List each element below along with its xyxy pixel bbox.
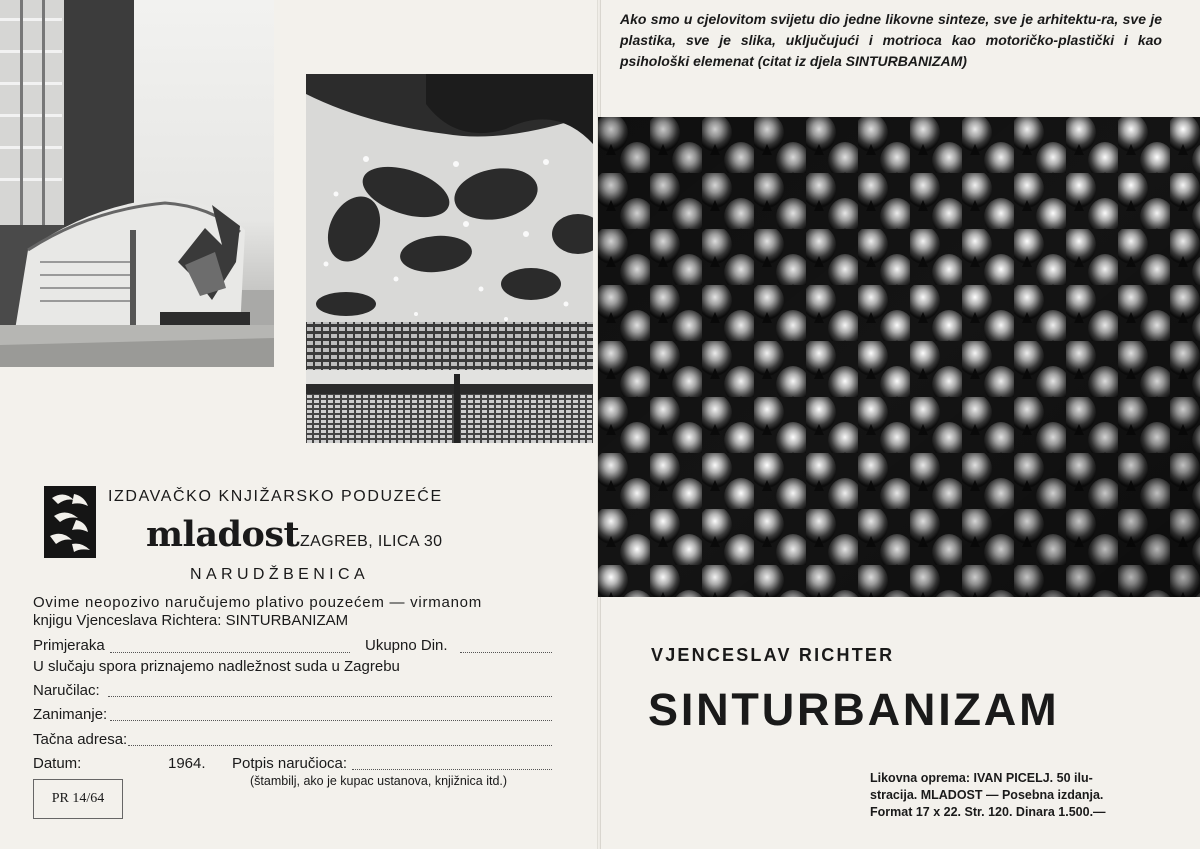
colophon [870, 770, 1106, 821]
mladost-logo-icon [44, 486, 96, 558]
address-label: Tačna adresa: [33, 731, 128, 748]
occupation-label: Zanimanje: [33, 706, 108, 723]
signature-label: Potpis naručioca: [232, 755, 348, 772]
form-code-box: PR 14/64 [33, 779, 123, 819]
colophon-line: Likovna oprema: IVAN PICELJ. 50 ilu- [870, 771, 1093, 785]
stamp-note: (štambilj, ako je kupac ustanova, knjižnica itd.) [250, 774, 508, 788]
photo-pavilion-and-tower [0, 0, 274, 367]
quote-text: Ako smo u cjelovitom svijetu dio jedne likovne sinteze, sve je arhitektu-ra, sve je plastika, sve je slika, uključujući i motrioca kao motoričko-plastički i kao psihološki elemenat (citat iz djela SINTURBANIZAM) [620, 11, 1162, 69]
photo-relief-sculpture [598, 117, 1200, 597]
publisher-address: ZAGREB, ILICA 30 [300, 533, 443, 550]
form-title: NARUDŽBENICA [190, 566, 370, 583]
signature-field[interactable] [352, 769, 552, 770]
colophon-line: stracija. MLADOST — Posebna izdanja. [870, 788, 1104, 802]
date-year: 1964. [168, 755, 206, 772]
book-author: VJENCESLAV RICHTER [651, 645, 895, 665]
publisher-name: mladost [146, 514, 300, 555]
jurisdiction-note: U slučaju spora priznajemo nadležnost suda u Zagrebu [33, 658, 400, 675]
total-field[interactable] [460, 652, 552, 653]
orderer-label: Naručilac: [33, 682, 100, 699]
publisher-line: IZDAVAČKO KNJIŽARSKO PODUZEĆE [108, 488, 443, 505]
order-statement: Ovime neopozivo naručujemo plativo pouzećem — virmanom [33, 594, 483, 611]
copies-label: Primjeraka [33, 637, 105, 654]
total-label: Ukupno Din. [365, 637, 448, 654]
book-title: SINTURBANIZAM [648, 684, 1060, 735]
date-label: Datum: [33, 755, 82, 772]
address-field[interactable] [128, 745, 552, 746]
copies-field[interactable] [110, 652, 350, 653]
photo-auditorium-interior [306, 74, 593, 443]
orderer-field[interactable] [108, 696, 552, 697]
occupation-field[interactable] [110, 720, 552, 721]
book-reference: knjigu Vjenceslava Richtera: SINTURBANIZAM [33, 612, 349, 629]
colophon-line: Format 17 x 22. Str. 120. Dinara 1.500.— [870, 805, 1106, 819]
